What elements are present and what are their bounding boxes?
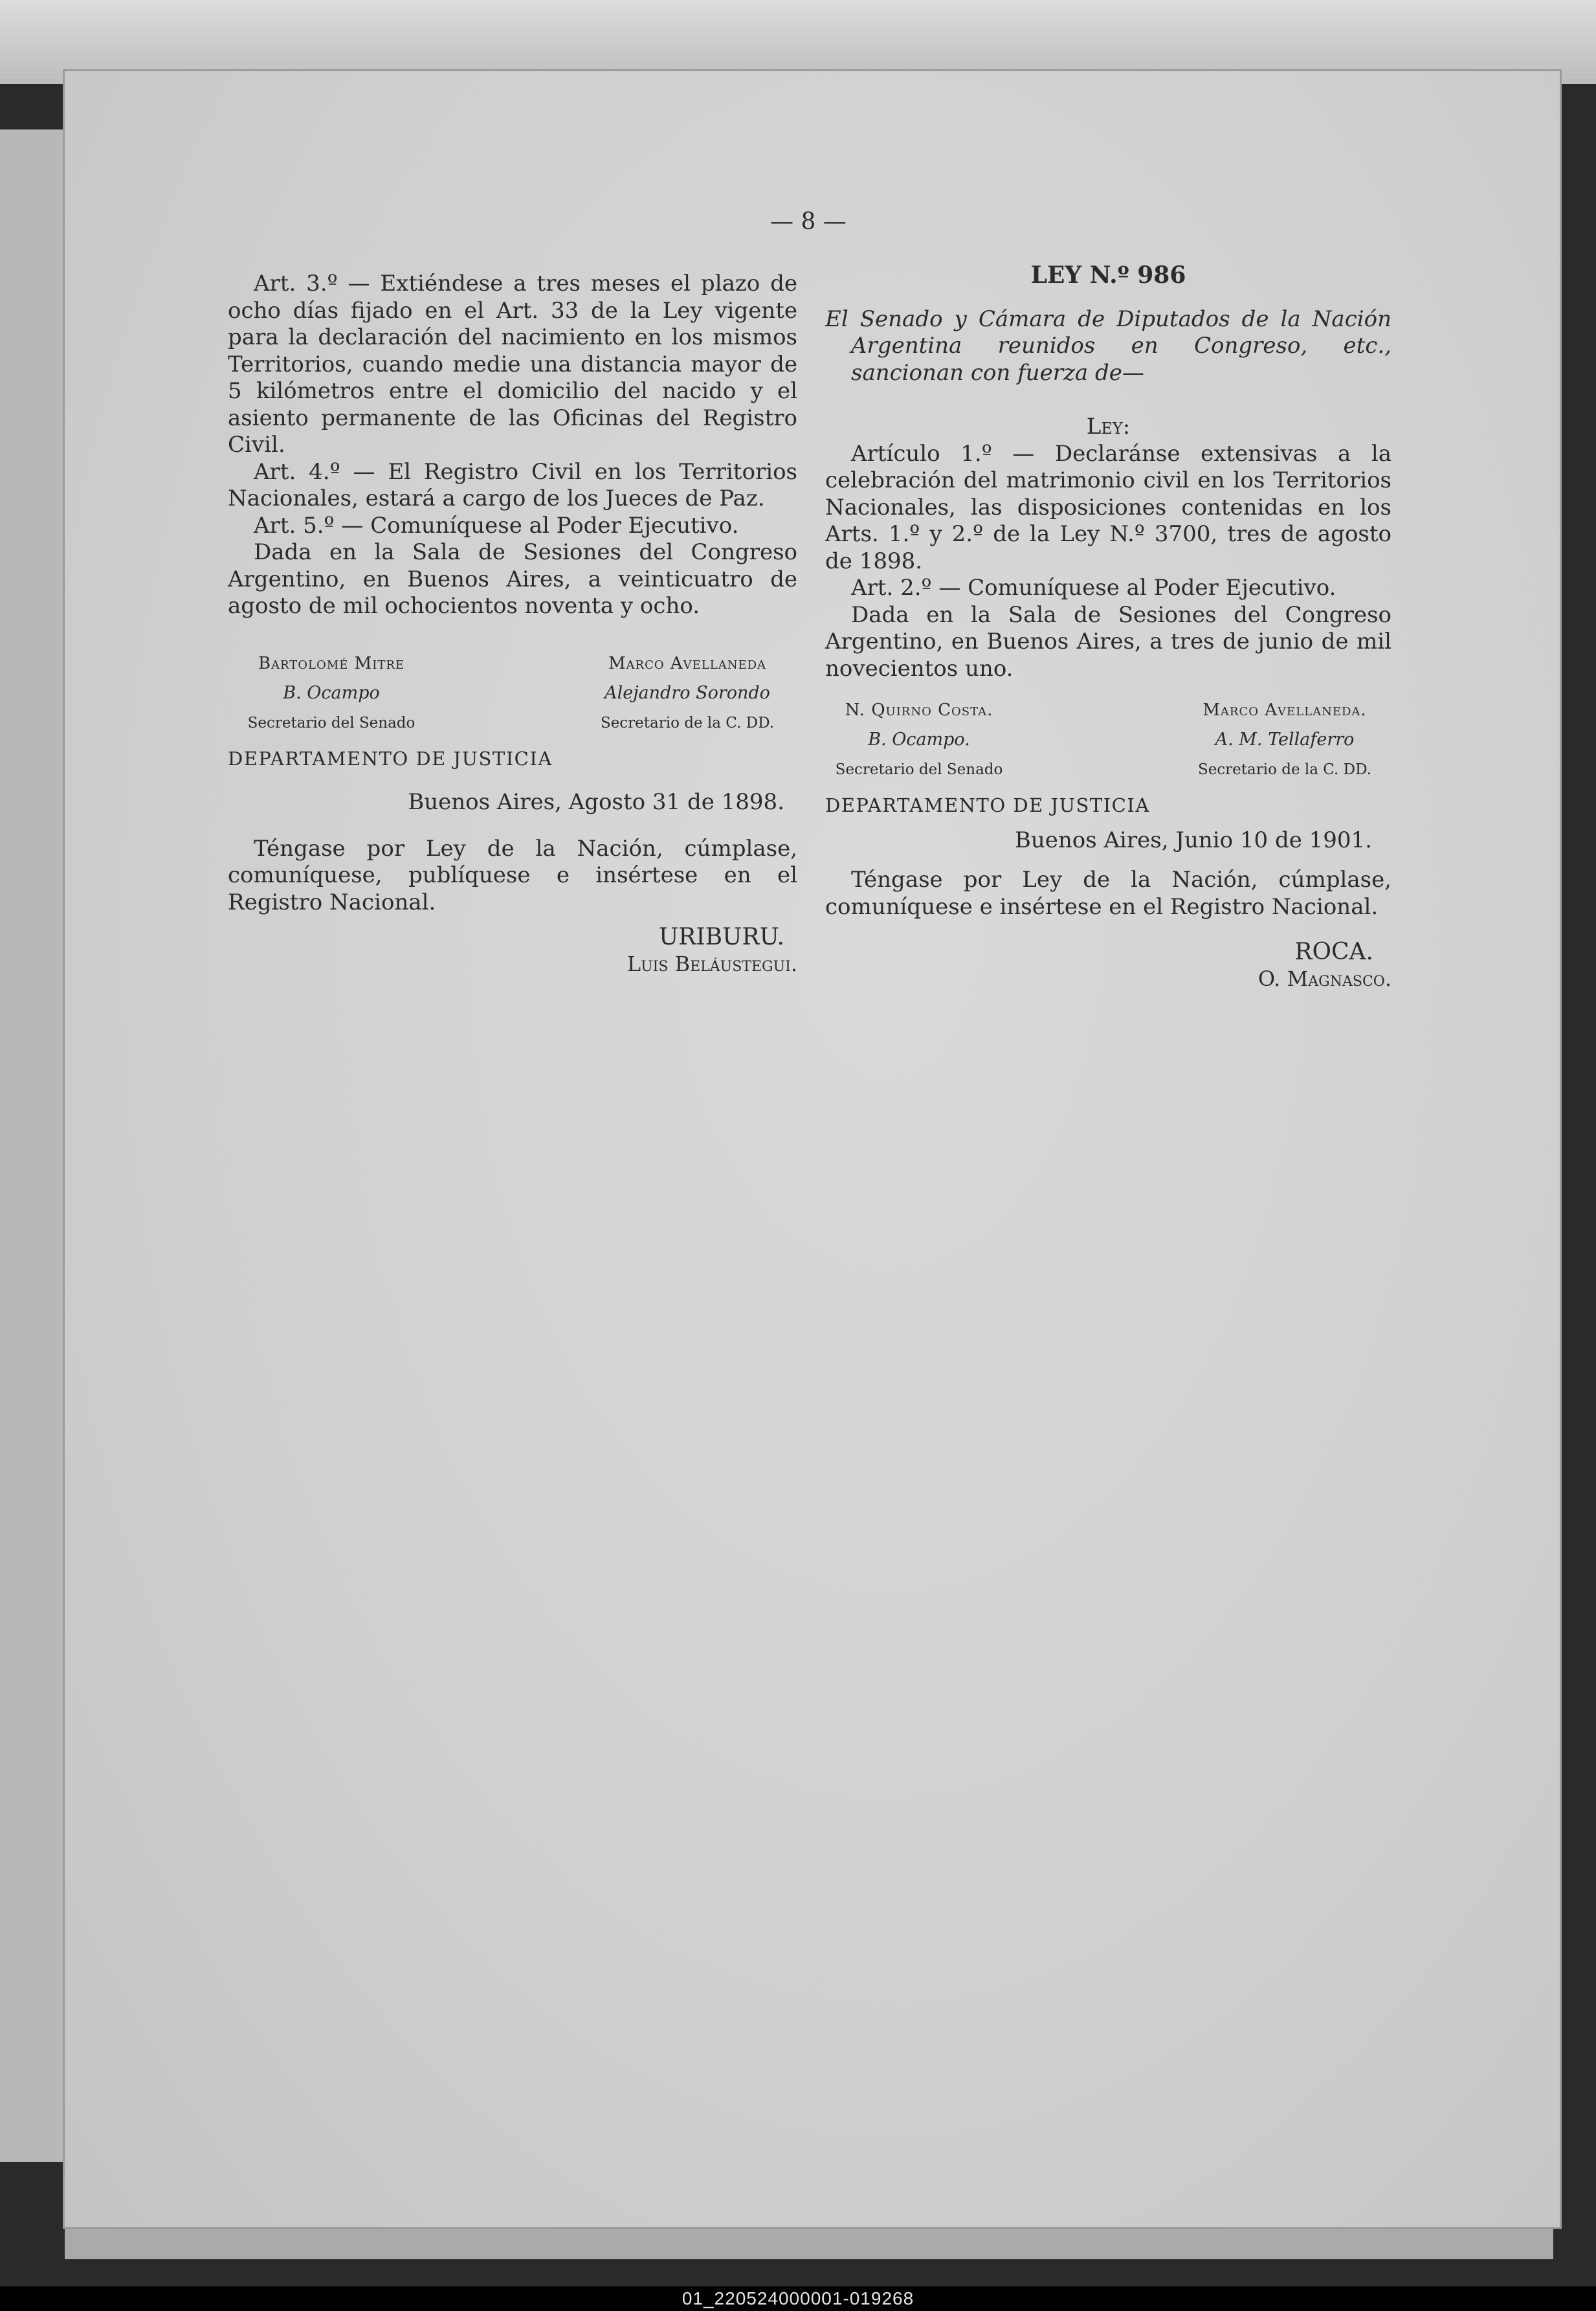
- left-date: Buenos Aires, Agosto 31 de 1898.: [408, 789, 784, 815]
- right-signature-chamber: [1178, 695, 1391, 785]
- left-paragraph-dada: Dada en la Sala de Sesiones del Congreso Argentino, en Buenos Aires, a veinticuatro de agosto de mil ochocientos noventa y ocho.: [228, 539, 797, 619]
- right-department: DEPARTAMENTO DE JUSTICIA: [825, 794, 1150, 816]
- signature-secretary: A. M. Tellaferro: [1215, 730, 1355, 750]
- left-paragraph-art3: Art. 3.º — Extiéndese a tres meses el plazo de ocho días fijado en el Art. 33 de la Ley vigente para la declaración del nacimiento en los mismos Territorios, cuando medie una distancia mayor de 5 kilómetros entre el domicilio del nacido y el asiento permanente de las Oficinas del Registro Civil.: [228, 271, 797, 458]
- left-department: DEPARTAMENTO DE JUSTICIA: [228, 747, 553, 770]
- left-paragraph-art4: Art. 4.º — El Registro Civil en los Territorios Nacionales, estará a cargo de los Jueces de Paz.: [228, 458, 797, 511]
- signature-secretary: B. Ocampo: [283, 682, 380, 703]
- file-id-label: 01_220524000001-019268: [682, 2288, 914, 2308]
- right-column: [825, 262, 1391, 992]
- signature-secretary: B. Ocampo.: [868, 730, 970, 750]
- signature-secretary: Alejandro Sorondo: [604, 682, 770, 703]
- signature-role: Secretario del Senado: [247, 714, 416, 731]
- right-promulgation: Téngase por Ley de la Nación, cúmplase, comuníquese e insértese en el Registro Nacional.: [825, 867, 1391, 920]
- right-paragraph-art1: Artículo 1.º — Declaránse extensivas a la celebración del matrimonio civil en los Territorios Nacionales, las disposiciones contenidas en los Arts. 1.º y 2.º de la Ley N.º 3700, tres de agosto de 1898.: [825, 440, 1391, 574]
- right-signers: [825, 939, 1391, 992]
- right-date: Buenos Aires, Junio 10 de 1901.: [1014, 827, 1372, 853]
- signature-name: Marco Avellaneda.: [1203, 700, 1367, 720]
- signer-president: ROCA.: [1294, 939, 1373, 965]
- signer-minister: Luis Beláustegui.: [626, 951, 797, 976]
- file-id-bar: [0, 2286, 1596, 2311]
- left-signature-chamber: [577, 649, 797, 738]
- signature-name: N. Quirno Costa.: [845, 700, 993, 720]
- left-signatures: [228, 649, 797, 739]
- page-number: — 8 —: [770, 208, 847, 235]
- left-paragraph-art5: Art. 5.º — Comuníquese al Poder Ejecutivo.: [254, 512, 739, 539]
- left-signers: [228, 924, 797, 977]
- right-paragraph-art2: Art. 2.º — Comuníquese al Poder Ejecutivo.: [851, 575, 1336, 601]
- right-paragraph-dada: Dada en la Sala de Sesiones del Congreso Argentino, en Buenos Aires, a tres de junio de mil novecientos uno.: [825, 601, 1391, 682]
- law-title: LEY N.º 986: [1030, 262, 1186, 289]
- law-preamble: El Senado y Cámara de Diputados de la Nación Argentina reunidos en Congreso, etc., sancionan con fuerza de—: [825, 306, 1391, 386]
- signature-role: Secretario de la C. DD.: [600, 714, 775, 731]
- signature-role: Secretario de la C. DD.: [1197, 761, 1372, 778]
- left-promulgation: Téngase por Ley de la Nación, cúmplase, comuníquese, publíquese e insértese en el Registro Nacional.: [228, 835, 797, 915]
- right-signature-senate: [825, 695, 1013, 785]
- right-signatures: [825, 695, 1391, 786]
- left-signature-senate: [228, 649, 435, 738]
- signature-role: Secretario del Senado: [835, 761, 1003, 778]
- signature-name: Marco Avellaneda: [608, 653, 767, 673]
- signature-name: Bartolomé Mitre: [258, 653, 405, 673]
- signer-president: URIBURU.: [658, 924, 784, 950]
- signer-minister: O. Magnasco.: [1258, 966, 1391, 991]
- ley-label: Ley:: [1086, 414, 1131, 440]
- left-column: [228, 271, 797, 977]
